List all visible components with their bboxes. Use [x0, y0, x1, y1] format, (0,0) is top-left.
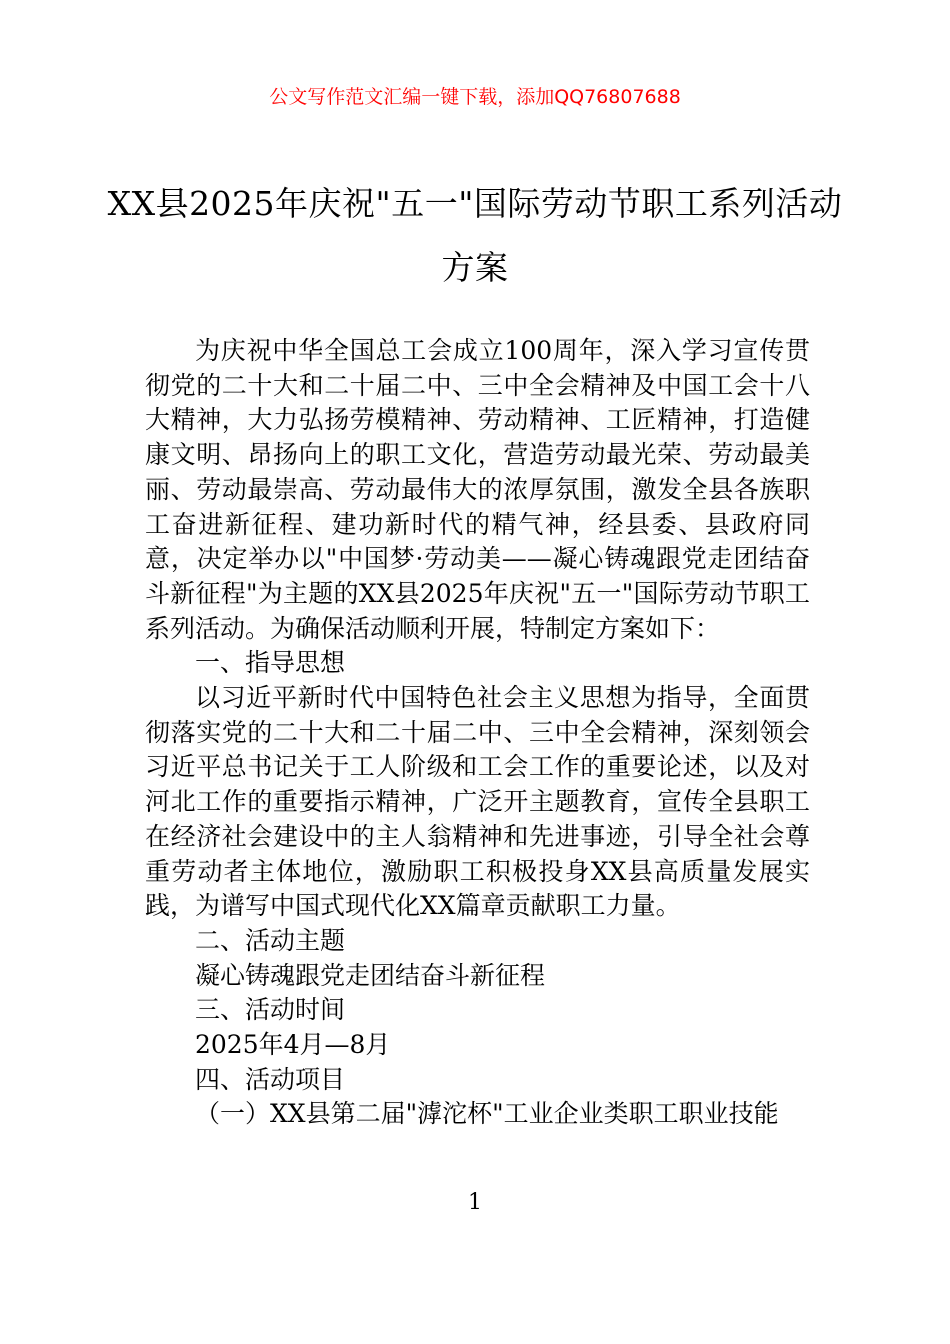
section-heading-theme: 二、活动主题: [195, 925, 346, 955]
download-banner[interactable]: 公文写作范文汇编一键下载，添加QQ76807688: [269, 86, 681, 108]
theme-paragraph: 凝心铸魂跟党走团结奋斗新征程: [195, 960, 546, 990]
section-heading-projects: 四、活动项目: [195, 1064, 346, 1094]
time-paragraph: 2025年4月—8月: [195, 1030, 391, 1060]
document-body: [145, 334, 810, 1132]
section-heading-time: 三、活动时间: [195, 995, 346, 1025]
document-title: XX县2025年庆祝"五一"国际劳动节职工系列活动方案: [107, 184, 843, 287]
section-heading-guiding-ideology: 一、指导思想: [195, 648, 346, 678]
page-number: 1: [468, 1190, 482, 1215]
intro-paragraph: 为庆祝中华全国总工会成立100周年，深入学习宣传贯彻党的二十大和二十届二中、三中全会精神及中国工会十八大精神，大力弘扬劳模精神、劳动精神、工匠精神，打造健康文明、昂扬向上的职工文化，营造劳动最光荣、劳动最美丽、劳动最崇高、劳动最伟大的浓厚氛围，激发全县各族职工奋进新征程、建功新时代的精气神，经县委、县政府同意，决定举办以"中国梦·劳动美——凝心铸魂跟党走团结奋斗新征程"为主题的XX县2025年庆祝"五一"国际劳动节职工系列活动。为确保活动顺利开展，特制定方案如下：: [145, 336, 810, 643]
project-item-1: （一）XX县第二届"滹沱杯"工业企业类职工职业技能: [195, 1099, 779, 1129]
guiding-ideology-paragraph: 以习近平新时代中国特色社会主义思想为指导，全面贯彻落实党的二十大和二十届二中、三中全会精神，深刻领会习近平总书记关于工人阶级和工会工作的重要论述，以及对河北工作的重要指示精神，广泛开主题教育，宣传全县职工在经济社会建设中的主人翁精神和先进事迹，引导全社会尊重劳动者主体地位，激励职工积极投身XX县高质量发展实践，为谱写中国式现代化XX篇章贡献职工力量。: [145, 683, 810, 921]
